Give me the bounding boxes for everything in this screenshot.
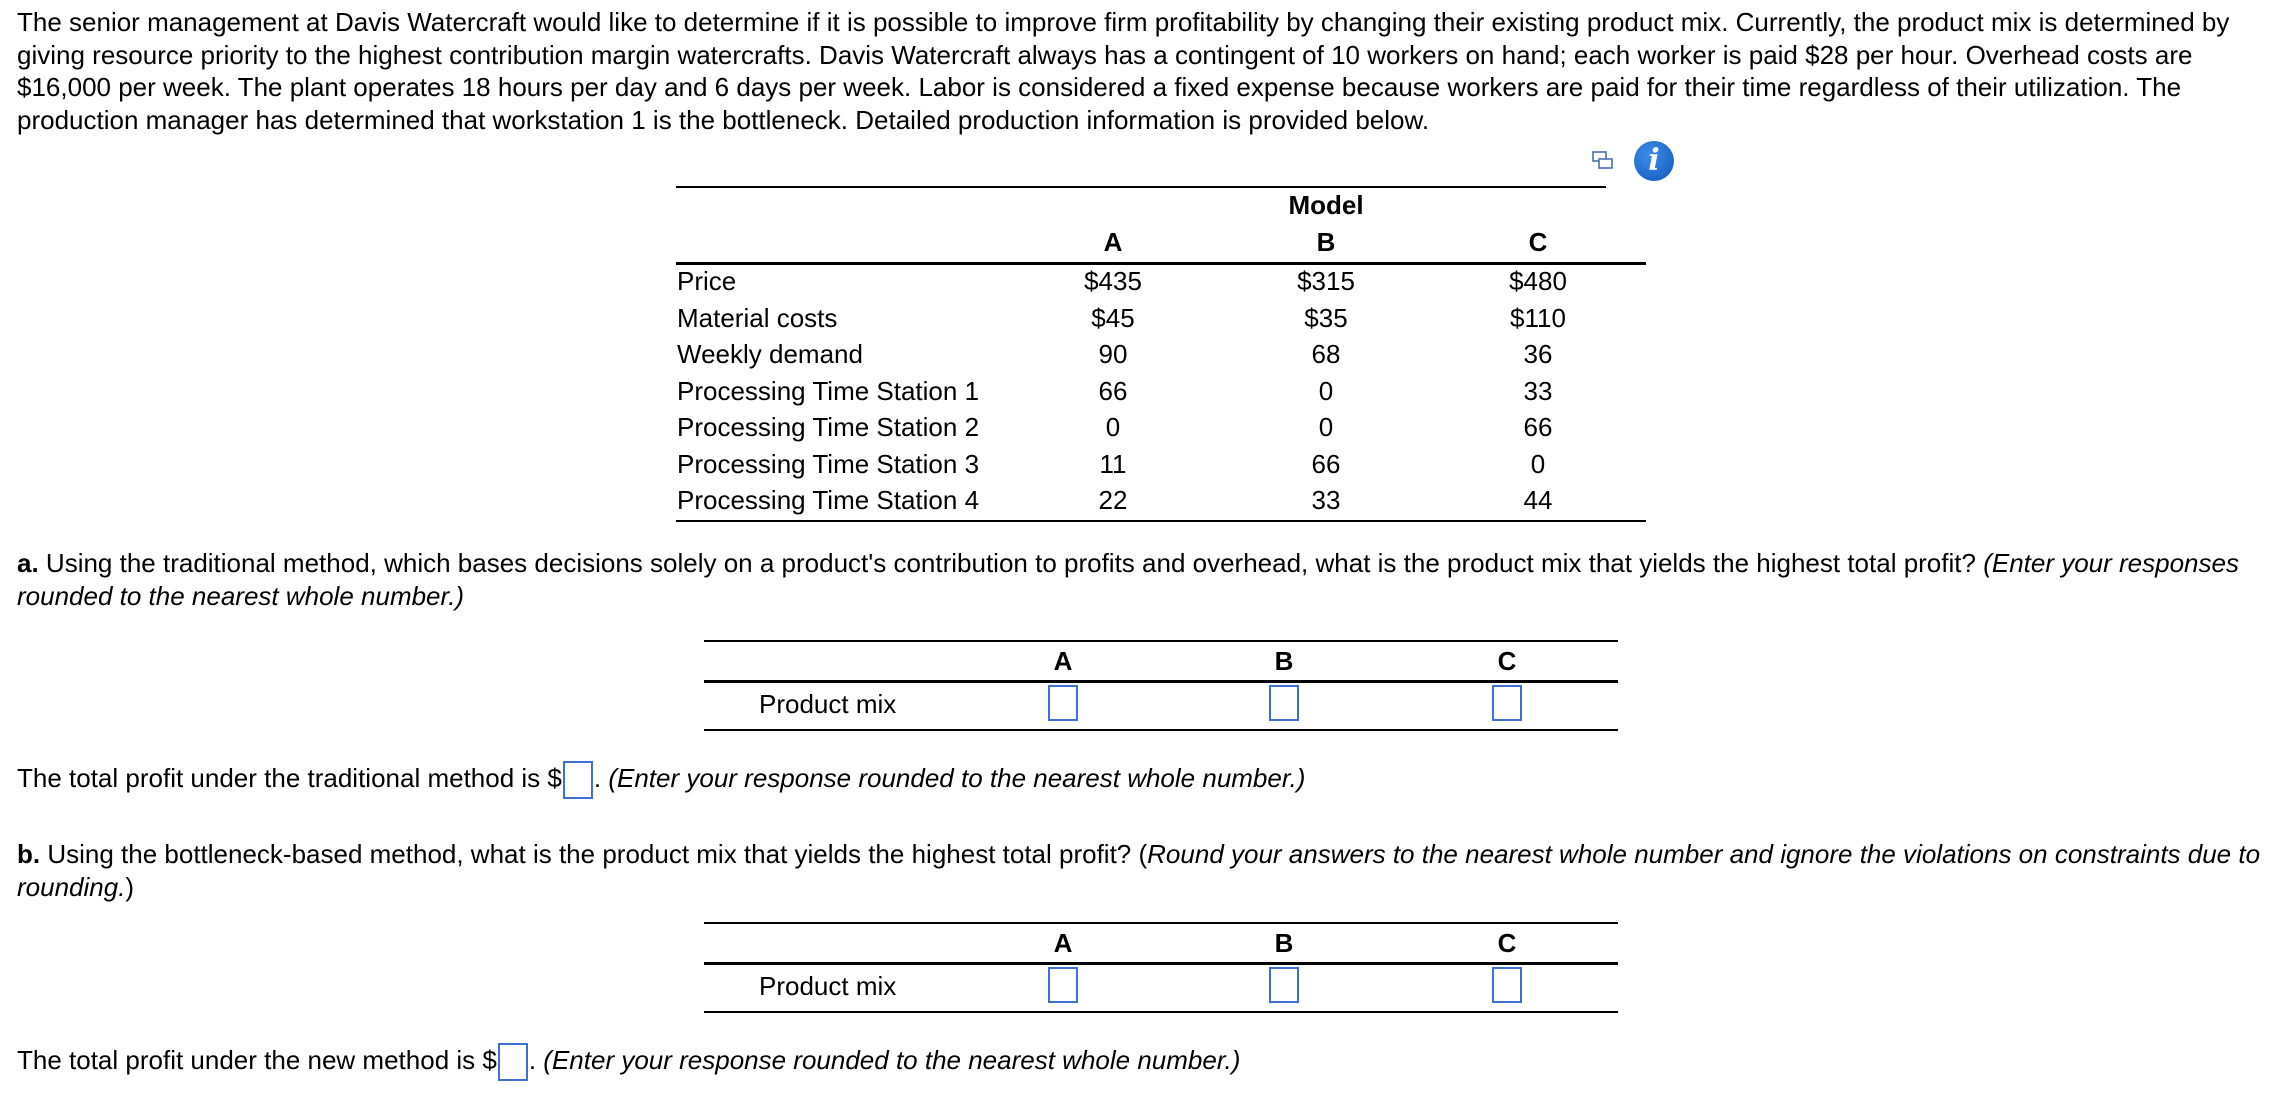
cell-a: 11 bbox=[1099, 448, 1127, 479]
cell-a: 90 bbox=[1098, 339, 1128, 369]
part-b-instruction: Round your answers to the nearest whole number and ignore the violations on constraints due to rounding. bbox=[17, 839, 2261, 902]
table-row-station-4 bbox=[676, 485, 1646, 521]
cell-a: $45 bbox=[1091, 302, 1135, 333]
table-bottom-rule bbox=[704, 729, 1618, 731]
part-b-total-instruction: (Enter your response rounded to the nearest whole number.) bbox=[543, 1045, 1241, 1075]
cell-c: 33 bbox=[1523, 375, 1553, 406]
info-icon[interactable]: i bbox=[1634, 141, 1674, 181]
table-bottom-rule bbox=[704, 1011, 1618, 1013]
row-label: Processing Time Station 1 bbox=[677, 375, 980, 406]
column-header-c: C bbox=[1497, 646, 1517, 676]
table-top-rule bbox=[704, 922, 1618, 924]
part-b-letter: b. bbox=[17, 839, 41, 869]
column-header-b: B bbox=[1316, 227, 1336, 257]
question-part-a bbox=[17, 547, 2277, 612]
cell-a: 0 bbox=[1105, 412, 1121, 442]
part-b-mix-a-input[interactable] bbox=[1048, 967, 1078, 1003]
table-row-station-3 bbox=[676, 449, 1646, 485]
column-header-c: C bbox=[1497, 928, 1517, 958]
product-mix-label: Product mix bbox=[759, 689, 897, 719]
part-b-total-prefix: The total profit under the new method is $ bbox=[17, 1045, 497, 1075]
problem-text: The senior management at Davis Watercraft would like to determine if it is possible to improve firm profitability by changing their existing product mix. Currently, the product mix is determined by giving resource priority to the highest contribution margin watercrafts. Davis Watercraft always has a contingent of 10 workers on hand; each worker is paid $28 per hour. Overhead costs are $16,000 per week. The plant operates 18 hours per day and 6 days per week. Labor is considered a fixed expense because workers are paid for their time regardless of their utilization. The production manager has determined that workstation 1 is the bottleneck. Detailed production information is provided below. bbox=[17, 7, 2230, 135]
part-a-total-profit bbox=[17, 760, 1305, 799]
part-b-close-paren: ) bbox=[125, 871, 135, 902]
part-a-mix-a-input[interactable] bbox=[1048, 685, 1078, 721]
column-header-a: A bbox=[1053, 646, 1073, 676]
part-a-total-profit-input[interactable] bbox=[563, 761, 593, 799]
cell-b: $35 bbox=[1304, 302, 1348, 333]
cell-b: 33 bbox=[1311, 485, 1341, 515]
part-a-total-instruction: (Enter your response rounded to the nearest whole number.) bbox=[608, 763, 1306, 793]
table-top-rule bbox=[704, 640, 1618, 642]
part-b-total-profit bbox=[17, 1042, 1240, 1081]
part-a-total-prefix: The total profit under the traditional method is $ bbox=[17, 763, 562, 793]
table-top-rule bbox=[676, 186, 1606, 188]
cell-b: $315 bbox=[1297, 266, 1355, 296]
cell-c: $110 bbox=[1510, 302, 1566, 333]
column-header-a: A bbox=[1103, 227, 1123, 257]
cell-b: 0 bbox=[1318, 375, 1334, 406]
column-header-b: B bbox=[1274, 646, 1294, 676]
cell-a: 66 bbox=[1098, 375, 1128, 406]
part-a-mix-b-input[interactable] bbox=[1269, 685, 1299, 721]
table-row-material-costs bbox=[676, 303, 1646, 339]
part-a-question-text: Using the traditional method, which bases decisions solely on a product's contribution to profits and overhead, what is the product mix that yields the highest total profit? bbox=[38, 548, 1984, 578]
table-header-rule bbox=[704, 962, 1618, 965]
part-a-letter: a. bbox=[17, 548, 39, 578]
cell-b: 66 bbox=[1311, 448, 1341, 479]
problem-statement bbox=[17, 6, 2277, 136]
table-bottom-rule bbox=[676, 520, 1646, 522]
question-part-b bbox=[17, 838, 2277, 903]
cell-c: 0 bbox=[1530, 448, 1546, 479]
product-mix-label: Product mix bbox=[759, 971, 897, 1001]
cell-b: 0 bbox=[1318, 412, 1334, 442]
model-group-header: Model bbox=[1288, 190, 1364, 220]
part-a-mix-c-input[interactable] bbox=[1492, 685, 1522, 721]
part-a-product-mix-table bbox=[704, 640, 1618, 732]
copy-icon[interactable] bbox=[1592, 147, 1614, 167]
cell-c: $480 bbox=[1509, 266, 1567, 296]
row-label: Processing Time Station 2 bbox=[677, 412, 980, 442]
part-a-total-suffix: . bbox=[593, 763, 609, 793]
row-label: Weekly demand bbox=[677, 339, 863, 369]
part-b-total-suffix: . bbox=[528, 1045, 544, 1075]
row-label: Processing Time Station 3 bbox=[677, 448, 980, 479]
part-b-mix-c-input[interactable] bbox=[1492, 967, 1522, 1003]
row-label: Material costs bbox=[677, 302, 838, 333]
cell-b: 68 bbox=[1311, 339, 1341, 369]
part-b-product-mix-table bbox=[704, 922, 1618, 1014]
table-header-rule bbox=[676, 262, 1646, 265]
table-header-rule bbox=[704, 680, 1618, 683]
cell-a: $435 bbox=[1084, 266, 1142, 296]
column-header-a: A bbox=[1053, 928, 1073, 958]
column-header-c: C bbox=[1528, 227, 1548, 257]
cell-c: 44 bbox=[1523, 485, 1553, 515]
table-row-station-1 bbox=[676, 376, 1646, 412]
column-header-b: B bbox=[1274, 928, 1294, 958]
cell-a: 22 bbox=[1098, 485, 1128, 515]
table-row-price bbox=[676, 266, 1646, 302]
row-label: Price bbox=[677, 266, 737, 296]
part-b-total-profit-input[interactable] bbox=[498, 1043, 528, 1081]
cell-c: 66 bbox=[1523, 412, 1553, 442]
part-b-mix-b-input[interactable] bbox=[1269, 967, 1299, 1003]
row-label: Processing Time Station 4 bbox=[677, 485, 980, 515]
cell-c: 36 bbox=[1523, 339, 1553, 369]
part-b-question-text: Using the bottleneck-based method, what is the product mix that yields the highest total profit? ( bbox=[40, 839, 1148, 869]
part-a-instruction: (Enter your responses rounded to the nearest whole number.) bbox=[17, 548, 2239, 611]
table-row-station-2 bbox=[676, 412, 1646, 448]
table-row-weekly-demand bbox=[676, 339, 1646, 375]
